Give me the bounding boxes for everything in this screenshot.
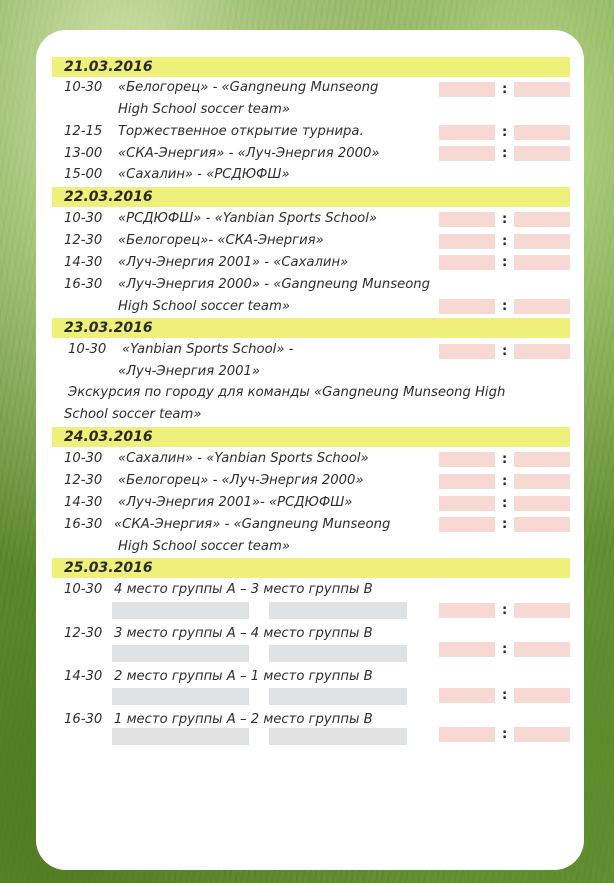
score-away-field[interactable]: [514, 496, 570, 511]
score-separator: :: [502, 474, 508, 489]
match-teams: «Белогорец» - «Луч-Энергия 2000»: [118, 473, 364, 488]
score-away-field[interactable]: [514, 212, 570, 227]
score-home-field[interactable]: [439, 517, 495, 532]
team-a-field[interactable]: [112, 728, 249, 745]
match-teams-cont: High School soccer team»: [118, 539, 290, 554]
match-teams: «СКА-Энергия» - «Gangneung Munseong: [114, 517, 391, 532]
match-teams: «РСДЮФШ» - «Yanbian Sports School»: [118, 211, 378, 226]
score-away-field[interactable]: [514, 125, 570, 140]
match-time: 10-30: [64, 80, 103, 95]
match-teams: «СКА-Энергия» - «Луч-Энергия 2000»: [118, 146, 380, 161]
score-away-field[interactable]: [514, 474, 570, 489]
score-home-field[interactable]: [439, 125, 495, 140]
score-away-field[interactable]: [514, 688, 570, 703]
score-away-field[interactable]: [514, 344, 570, 359]
match-teams: «Yanbian Sports School» -: [122, 342, 294, 357]
score-separator: :: [502, 344, 508, 359]
match-teams: «Белогорец» - «Gangneung Munseong: [118, 80, 379, 95]
day-header-24: 24.03.2016: [52, 427, 570, 447]
score-away-field[interactable]: [514, 146, 570, 161]
match-teams-cont: High School soccer team»: [118, 299, 290, 314]
excursion-text: Экскурсия по городу для команды «Gangneung Munseong High: [68, 385, 506, 400]
score-away-field[interactable]: [514, 82, 570, 97]
team-a-field[interactable]: [112, 688, 249, 705]
team-b-field[interactable]: [269, 645, 407, 662]
score-separator: :: [502, 727, 508, 742]
score-separator: :: [502, 212, 508, 227]
day-header-21: 21.03.2016: [52, 57, 570, 77]
match-time: 12-30: [64, 626, 103, 641]
score-home-field[interactable]: [439, 642, 495, 657]
match-time: 12-15: [64, 124, 103, 139]
match-teams: «Сахалин» - «РСДЮФШ»: [118, 167, 290, 182]
team-b-field[interactable]: [269, 688, 407, 705]
match-teams: «Белогорец»- «СКА-Энергия»: [118, 233, 324, 248]
match-time: 14-30: [64, 669, 103, 684]
score-separator: :: [502, 234, 508, 249]
score-home-field[interactable]: [439, 727, 495, 742]
match-teams: «Луч-Энергия 2001» - «Сахалин»: [118, 255, 349, 270]
match-time: 16-30: [64, 712, 103, 727]
score-separator: :: [502, 452, 508, 467]
score-away-field[interactable]: [514, 452, 570, 467]
score-home-field[interactable]: [439, 146, 495, 161]
score-separator: :: [502, 82, 508, 97]
score-home-field[interactable]: [439, 496, 495, 511]
score-home-field[interactable]: [439, 344, 495, 359]
score-home-field[interactable]: [439, 603, 495, 618]
match-teams: «Луч-Энергия 2001»- «РСДЮФШ»: [118, 495, 353, 510]
match-time: 15-00: [64, 167, 103, 182]
team-b-field[interactable]: [269, 602, 407, 619]
match-time: 14-30: [64, 255, 103, 270]
score-home-field[interactable]: [439, 255, 495, 270]
day-header-25: 25.03.2016: [52, 558, 570, 578]
match-teams: Торжественное открытие турнира.: [118, 124, 364, 139]
match-time: 10-30: [64, 582, 103, 597]
score-home-field[interactable]: [439, 452, 495, 467]
score-separator: :: [502, 517, 508, 532]
team-b-field[interactable]: [269, 728, 407, 745]
match-teams: 4 место группы А – 3 место группы В: [114, 582, 373, 597]
score-away-field[interactable]: [514, 234, 570, 249]
match-time: 10-30: [68, 342, 107, 357]
match-time: 14-30: [64, 495, 103, 510]
team-a-field[interactable]: [112, 602, 249, 619]
score-away-field[interactable]: [514, 299, 570, 314]
score-away-field[interactable]: [514, 642, 570, 657]
score-separator: :: [502, 125, 508, 140]
score-home-field[interactable]: [439, 234, 495, 249]
match-teams: 1 место группы А – 2 место группы В: [114, 712, 373, 727]
day-header-23: 23.03.2016: [52, 318, 570, 338]
score-separator: :: [502, 642, 508, 657]
score-away-field[interactable]: [514, 727, 570, 742]
score-away-field[interactable]: [514, 517, 570, 532]
score-home-field[interactable]: [439, 299, 495, 314]
score-separator: :: [502, 688, 508, 703]
score-separator: :: [502, 299, 508, 314]
score-separator: :: [502, 603, 508, 618]
match-teams-cont: «Луч-Энергия 2001»: [118, 364, 261, 379]
match-time: 16-30: [64, 277, 103, 292]
score-separator: :: [502, 146, 508, 161]
match-teams: 2 место группы А – 1 место группы В: [114, 669, 373, 684]
match-teams: 3 место группы А – 4 место группы В: [114, 626, 373, 641]
match-teams-cont: High School soccer team»: [118, 102, 290, 117]
match-time: 10-30: [64, 451, 103, 466]
score-home-field[interactable]: [439, 82, 495, 97]
score-away-field[interactable]: [514, 603, 570, 618]
match-teams: «Сахалин» - «Yanbian Sports School»: [118, 451, 369, 466]
score-separator: :: [502, 255, 508, 270]
match-time: 16-30: [64, 517, 103, 532]
day-header-22: 22.03.2016: [52, 187, 570, 207]
match-teams: «Луч-Энергия 2000» - «Gangneung Munseong: [118, 277, 430, 292]
match-time: 10-30: [64, 211, 103, 226]
score-away-field[interactable]: [514, 255, 570, 270]
match-time: 13-00: [64, 146, 103, 161]
match-time: 12-30: [64, 473, 103, 488]
score-home-field[interactable]: [439, 688, 495, 703]
score-home-field[interactable]: [439, 212, 495, 227]
score-separator: :: [502, 496, 508, 511]
match-time: 12-30: [64, 233, 103, 248]
score-home-field[interactable]: [439, 474, 495, 489]
excursion-text-cont: School soccer team»: [64, 407, 202, 422]
team-a-field[interactable]: [112, 645, 249, 662]
